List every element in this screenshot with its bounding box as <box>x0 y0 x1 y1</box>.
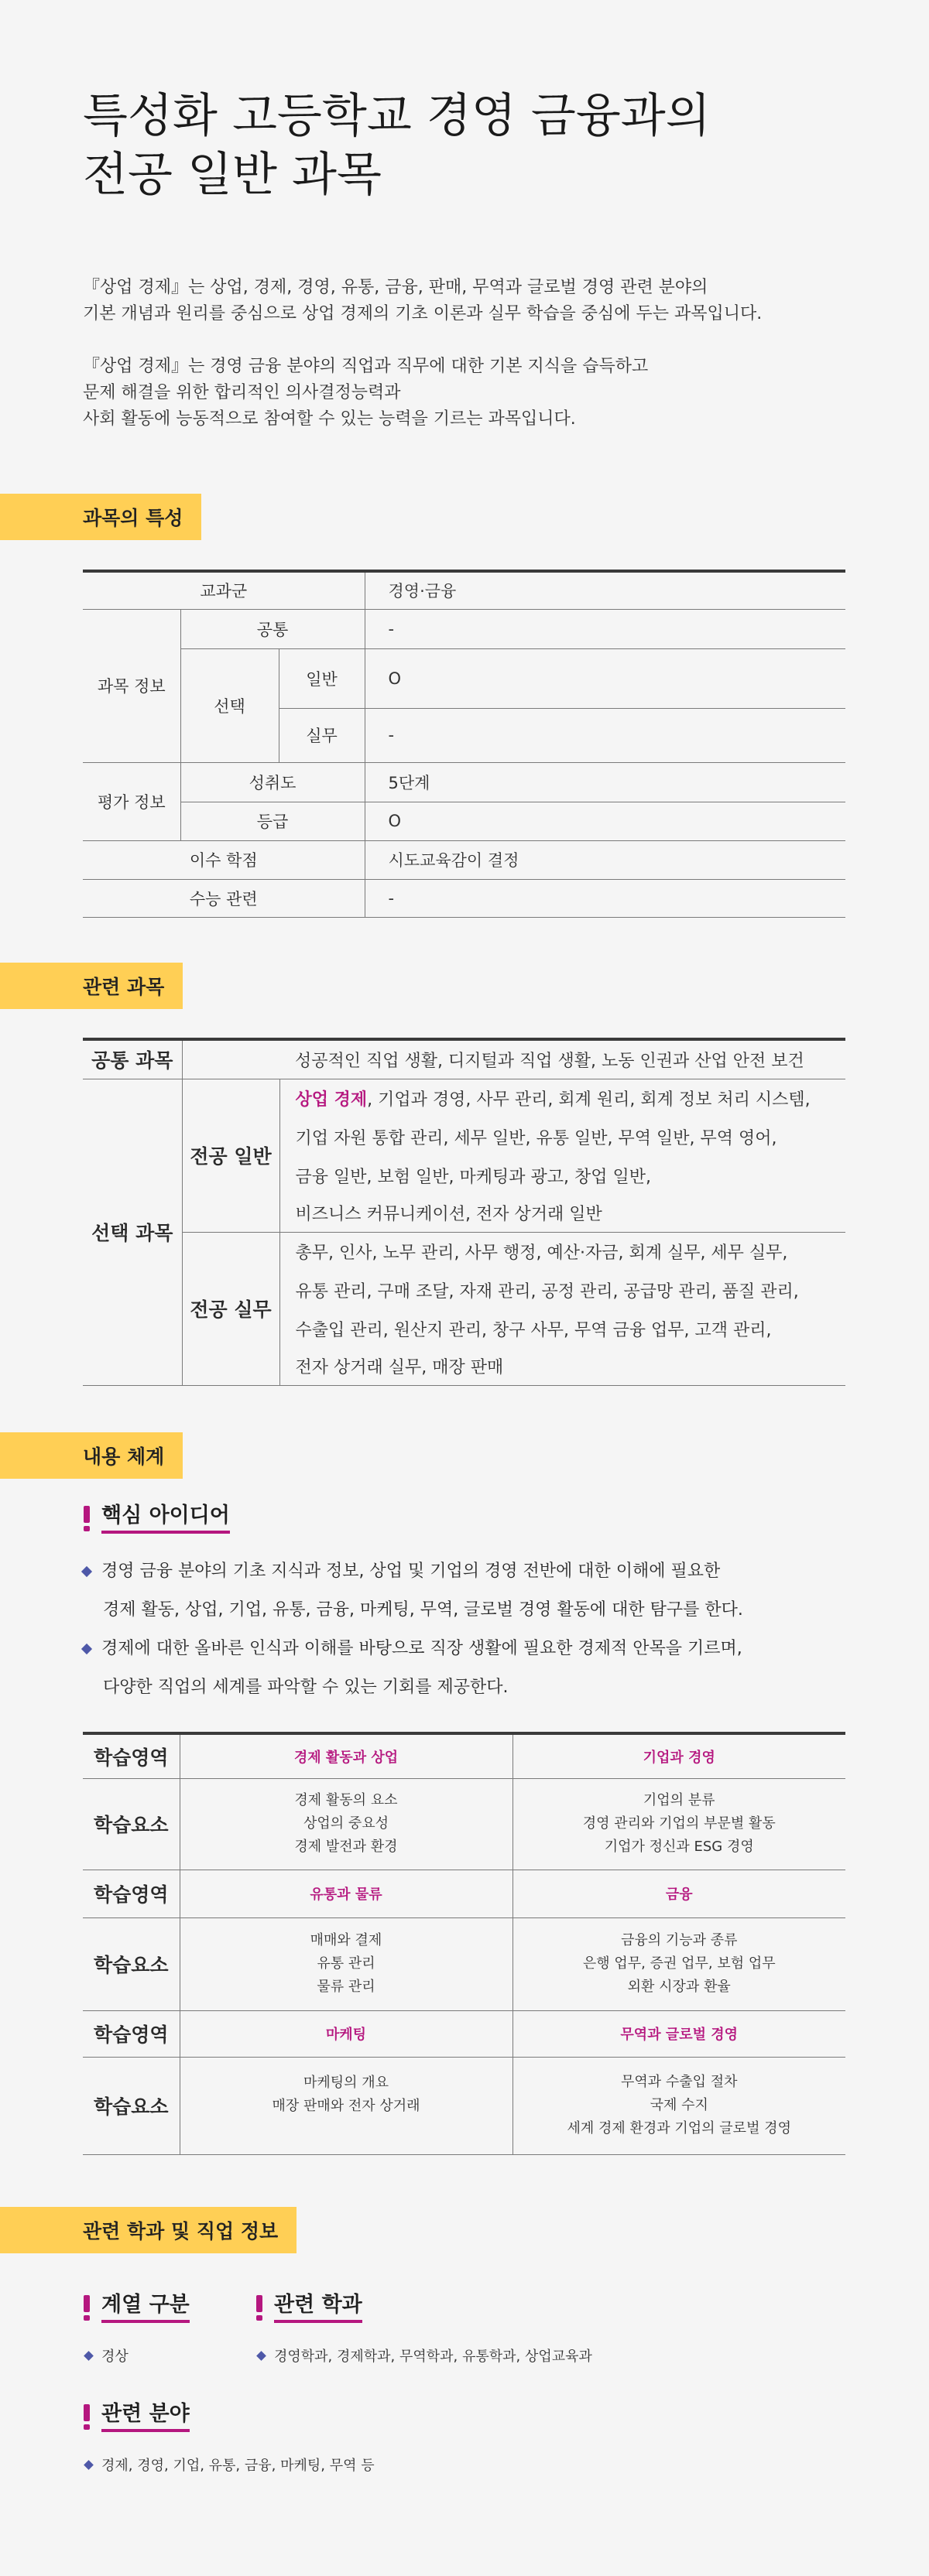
course-info-label: 과목 정보 <box>83 609 180 762</box>
subject-group-label: 교과군 <box>83 571 365 609</box>
grade-label: 등급 <box>180 802 365 840</box>
section-tab-related: 관련 과목 <box>0 963 183 1009</box>
learning-area: 유통과 물류 <box>180 1870 512 1917</box>
eval-info-label: 평가 정보 <box>83 762 180 840</box>
major-practice-line: 총무, 인사, 노무 관리, 사무 행정, 예산·자금, 회계 실무, 세무 실무, <box>279 1232 845 1271</box>
credit-value: 시도교육감이 결정 <box>365 840 845 879</box>
csat-value: - <box>365 879 845 917</box>
section-tab-structure: 내용 체계 <box>0 1432 183 1479</box>
exclamation-icon <box>83 1506 91 1531</box>
common-course-label: 공통 과목 <box>83 1039 182 1079</box>
related-courses-table <box>83 1038 845 1386</box>
field-value: 경제, 경영, 기업, 유통, 금융, 마케팅, 무역 등 <box>85 2455 375 2475</box>
common-course-value: 성공적인 직업 생활, 디지털과 직업 생활, 노동 인권과 산업 안전 보건 <box>279 1039 845 1079</box>
diamond-bullet-icon <box>84 2460 94 2470</box>
element-label: 학습요소 <box>83 1917 180 2010</box>
element-label: 학습요소 <box>83 2057 180 2154</box>
major-general-line: 금융 일반, 보험 일반, 마케팅과 광고, 창업 일반, <box>279 1156 845 1195</box>
intro-text <box>83 275 857 433</box>
page-title-line-1: 특성화 고등학교 경영 금융과의 <box>83 89 711 143</box>
page-title <box>83 87 857 204</box>
exclamation-icon <box>83 2295 91 2320</box>
achievement-label: 성취도 <box>180 762 365 802</box>
core-idea-heading: 핵심 아이디어 <box>83 1503 230 1534</box>
learning-area: 금융 <box>512 1870 845 1917</box>
intro-line: 『상업 경제』는 경영 금융 분야의 직업과 직무에 대한 기본 지식을 습득하고 <box>83 357 649 376</box>
major-general-label: 전공 일반 <box>182 1079 279 1232</box>
diamond-bullet-icon <box>84 2351 94 2361</box>
learning-elements: 경제 활동의 요소 상업의 중요성 경제 발전과 환경 <box>180 1778 512 1870</box>
intro-line: 『상업 경제』는 상업, 경제, 경영, 유통, 금융, 판매, 무역과 글로벌 경영 관련 분야의 <box>83 278 708 297</box>
department-heading: 관련 학과 <box>255 2292 362 2323</box>
learning-elements: 금융의 기능과 종류 은행 업무, 증권 업무, 보험 업무 외환 시장과 환율 <box>512 1917 845 2010</box>
major-practice-line: 유통 관리, 구매 조달, 자재 관리, 공정 관리, 공급망 관리, 품질 관리, <box>279 1271 845 1309</box>
area-label: 학습영역 <box>83 2010 180 2057</box>
intro-line: 사회 활동에 능동적으로 참여할 수 있는 능력을 기르는 과목입니다. <box>83 409 576 429</box>
diamond-bullet-icon <box>256 2351 266 2361</box>
major-general-line: 상업 경제, 기업과 경영, 사무 관리, 회계 원리, 회계 정보 처리 시스템, <box>279 1079 845 1117</box>
learning-area: 기업과 경영 <box>512 1733 845 1778</box>
learning-elements: 마케팅의 개요 매장 판매와 전자 상거래 <box>180 2057 512 2154</box>
diamond-bullet-icon <box>81 1566 92 1577</box>
diamond-bullet-icon <box>81 1644 92 1654</box>
features-table <box>83 570 845 918</box>
learning-elements: 무역과 수출입 절차 국제 수지 세계 경제 환경과 기업의 글로벌 경영 <box>512 2057 845 2154</box>
grade-value: O <box>365 802 845 840</box>
general-value: O <box>365 648 845 708</box>
common-label: 공통 <box>180 609 365 648</box>
major-general-line: 기업 자원 통합 관리, 세무 일반, 유통 일반, 무역 일반, 무역 영어, <box>279 1117 845 1156</box>
major-general-line: 비즈니스 커뮤니케이션, 전자 상거래 일반 <box>279 1195 845 1232</box>
general-label: 일반 <box>279 648 365 708</box>
section-tab-careers: 관련 학과 및 직업 정보 <box>0 2207 297 2253</box>
major-practice-line: 전자 상거래 실무, 매장 판매 <box>279 1348 845 1385</box>
elective-course-label: 선택 과목 <box>83 1079 182 1385</box>
page-title-line-2: 전공 일반 과목 <box>83 148 382 202</box>
csat-label: 수능 관련 <box>83 879 365 917</box>
learning-area: 마케팅 <box>180 2010 512 2057</box>
highlight-course: 상업 경제 <box>295 1090 368 1110</box>
learning-elements: 매매와 결제 유통 관리 물류 관리 <box>180 1917 512 2010</box>
practice-label: 실무 <box>279 708 365 762</box>
area-label: 학습영역 <box>83 1870 180 1917</box>
learning-area: 무역과 글로벌 경영 <box>512 2010 845 2057</box>
core-idea-list <box>83 1552 857 1707</box>
exclamation-icon <box>83 2404 91 2429</box>
area-label: 학습영역 <box>83 1733 180 1778</box>
subject-group-value: 경영·금융 <box>365 571 845 609</box>
category-heading: 계열 구분 <box>83 2292 190 2323</box>
content-structure-table <box>83 1732 845 2155</box>
element-label: 학습요소 <box>83 1778 180 1870</box>
list-item-continued: 경제 활동, 상업, 기업, 유통, 금융, 마케팅, 무역, 글로벌 경영 활동에 대한 탐구를 한다. <box>103 1600 743 1620</box>
major-practice-label: 전공 실무 <box>182 1232 279 1385</box>
credit-label: 이수 학점 <box>83 840 365 879</box>
exclamation-icon <box>255 2295 263 2320</box>
list-item: 경영 금융 분야의 기초 지식과 정보, 상업 및 기업의 경영 전반에 대한 이해에 필요한 <box>83 1552 857 1591</box>
practice-value: - <box>365 708 845 762</box>
major-practice-line: 수출입 관리, 원산지 관리, 창구 사무, 무역 금융 업무, 고객 관리, <box>279 1309 845 1348</box>
department-value: 경영학과, 경제학과, 무역학과, 유통학과, 상업교육과 <box>258 2345 592 2366</box>
common-value: - <box>365 609 845 648</box>
learning-elements: 기업의 분류 경영 관리와 기업의 부문별 활동 기업가 정신과 ESG 경영 <box>512 1778 845 1870</box>
intro-line: 기본 개념과 원리를 중심으로 상업 경제의 기초 이론과 실무 학습을 중심에 두는 과목입니다. <box>83 304 763 323</box>
list-item: 경제에 대한 올바른 인식과 이해를 바탕으로 직장 생활에 필요한 경제적 안목을 기르며, <box>83 1630 857 1668</box>
learning-area: 경제 활동과 상업 <box>180 1733 512 1778</box>
intro-line: 문제 해결을 위한 합리적인 의사결정능력과 <box>83 383 401 402</box>
elective-label: 선택 <box>180 648 279 762</box>
achievement-value: 5단계 <box>365 762 845 802</box>
section-tab-features: 과목의 특성 <box>0 494 201 540</box>
list-item-continued: 다양한 직업의 세계를 파악할 수 있는 기회를 제공한다. <box>103 1678 509 1697</box>
category-value: 경상 <box>85 2345 129 2366</box>
field-heading: 관련 분야 <box>83 2401 190 2432</box>
